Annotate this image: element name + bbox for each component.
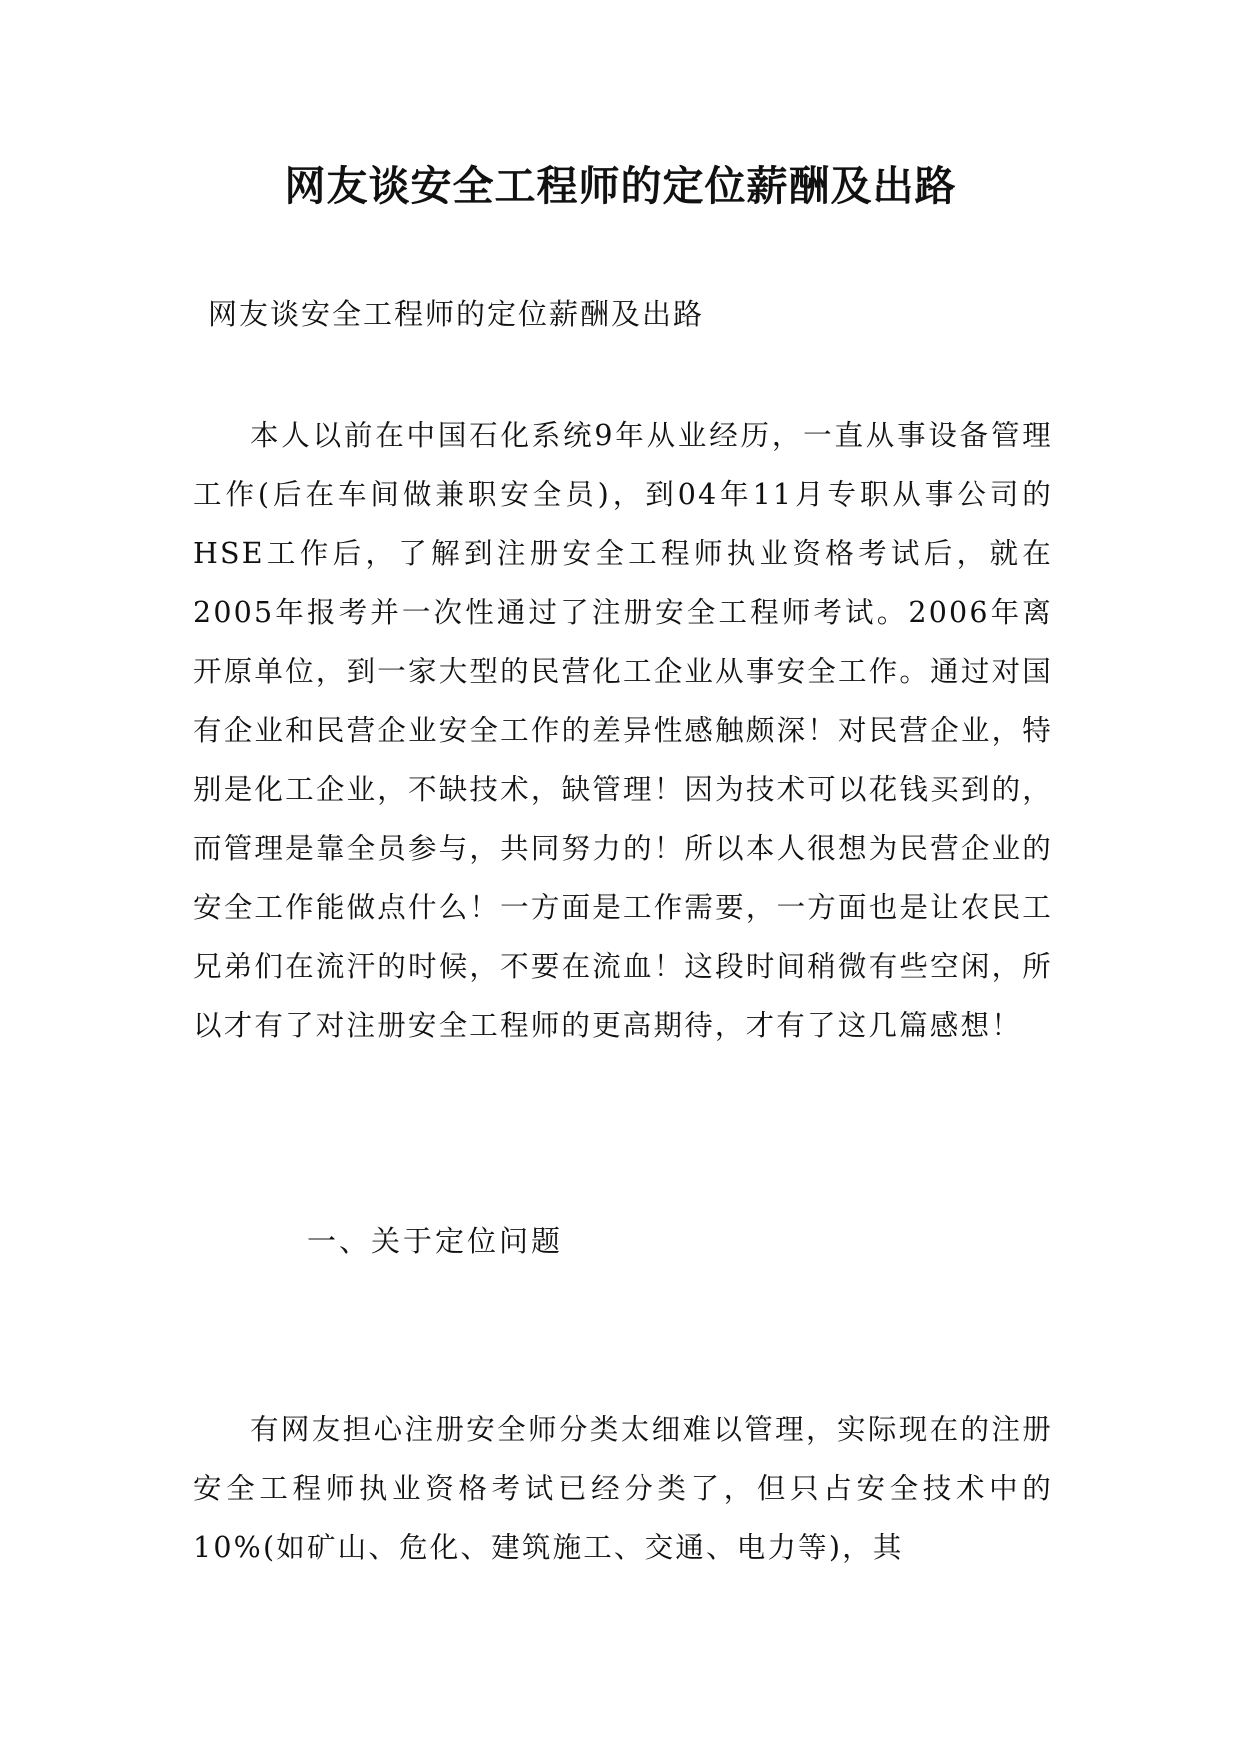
body-paragraph-intro: 本人以前在中国石化系统9年从业经历，一直从事设备管理工作(后在车间做兼职安全员)，到04年11月专职从事公司的HSE工作后，了解到注册安全工程师执业资格考试后，就在2005年报考并一次性通过了注册安全工程师考试。2006年离开原单位，到一家大型的民营化工企业从事安全工作。通过对国有企业和民营企业安全工作的差异性感触颇深！对民营企业，特别是化工企业，不缺技术，缺管理！因为技术可以花钱买到的，而管理是靠全员参与，共同努力的！所以本人很想为民营企业的安全工作能做点什么！一方面是工作需要，一方面也是让农民工兄弟们在流汗的时候，不要在流血！这段时间稍微有些空闲，所以才有了对注册安全工程师的更高期待，才有了这几篇感想！ <box>193 419 1053 1042</box>
section-heading: 一、关于定位问题 <box>307 1224 564 1258</box>
document-title: 网友谈安全工程师的定位薪酬及出路 <box>284 162 957 210</box>
document-subtitle: 网友谈安全工程师的定位薪酬及出路 <box>208 297 705 331</box>
body-paragraph-positioning: 有网友担心注册安全师分类太细难以管理，实际现在的注册安全工程师执业资格考试已经分类了，但只占安全技术中的10%(如矿山、危化、建筑施工、交通、电力等)，其 <box>193 1413 1053 1564</box>
